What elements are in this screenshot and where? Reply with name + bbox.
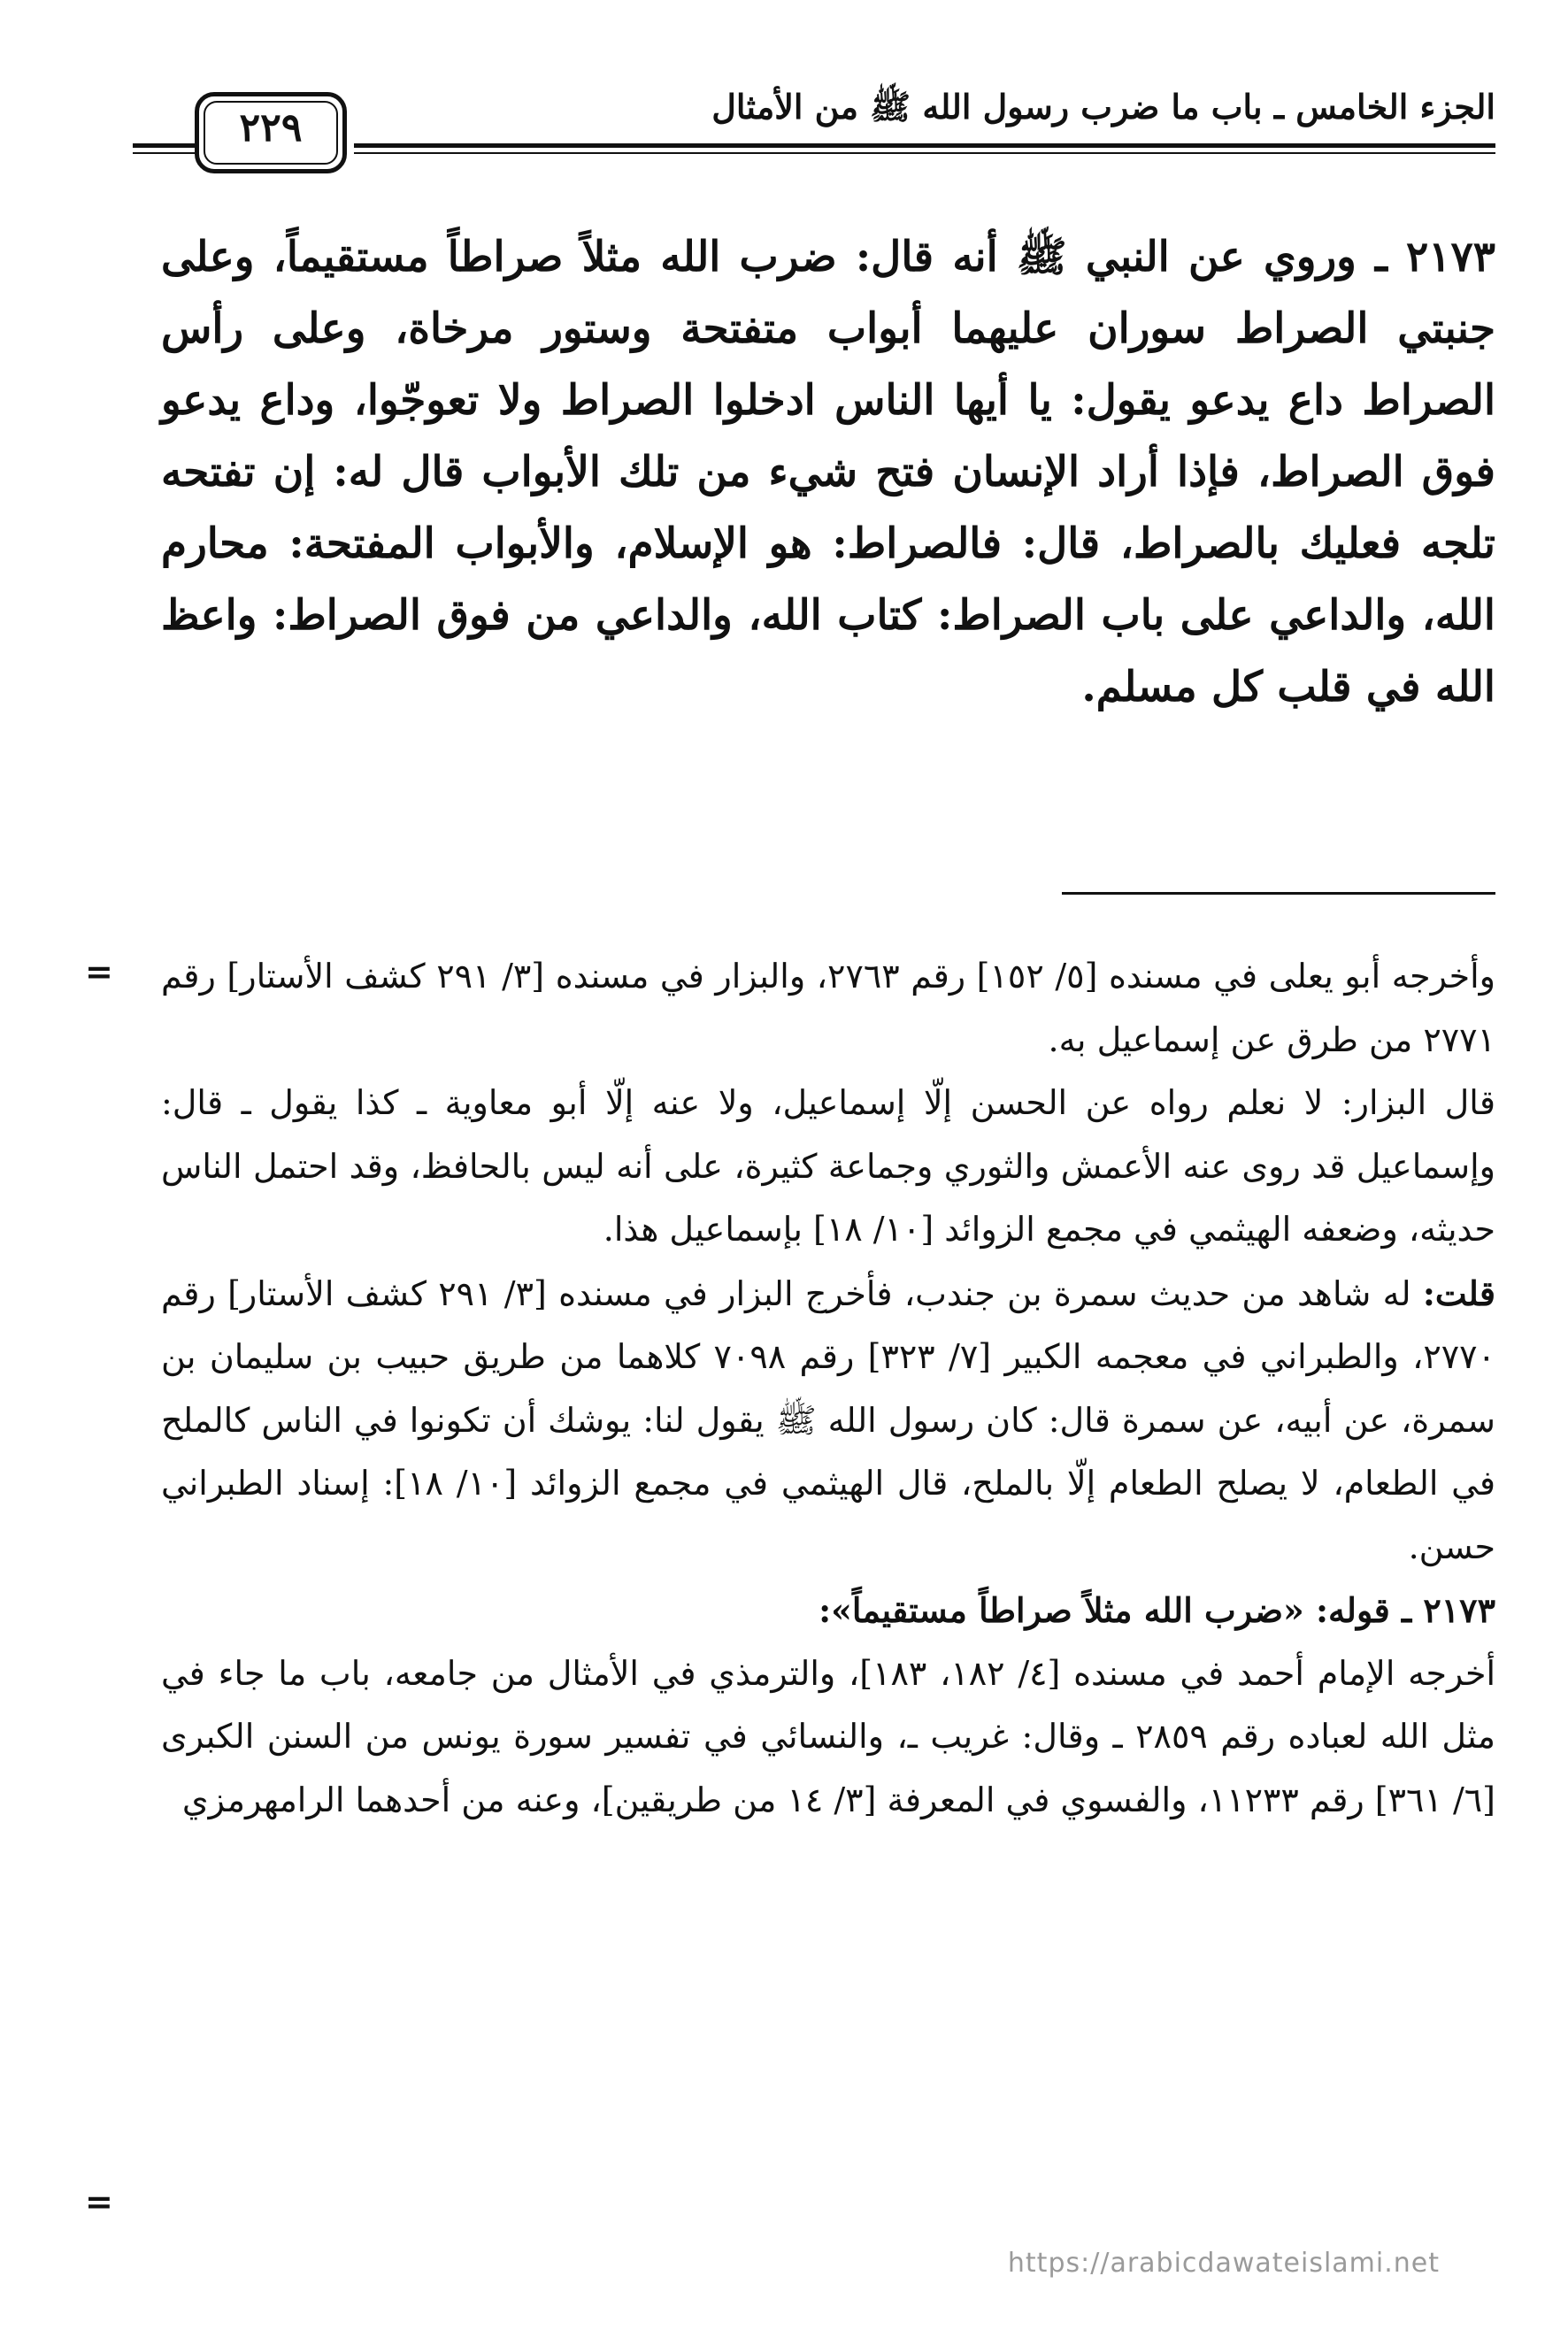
header-rule-left-thick <box>133 143 195 148</box>
page-header <box>133 81 1495 150</box>
continuation-mark-top: = <box>85 951 113 991</box>
header-rule-thick <box>354 143 1495 148</box>
header-rule-left-thin <box>133 152 195 154</box>
page-number-frame <box>195 92 347 173</box>
hadith-number: ٢١٧٣ <box>1406 233 1495 281</box>
footnote-label-qult: قلت: <box>1422 1273 1495 1313</box>
hadith-body: ـ وروي عن النبي ﷺ أنه قال: ضرب الله مثلاً صراطاً مستقيماً، وعلى جنبتي الصراط سوران عليهما أبواب متفتحة وستور مرخاة، وعلى رأس الصراط داع يدعو يقول: يا أيها الناس ادخلوا الصراط ولا تعوجّوا، وداع يدعو فوق الصراط، فإذا أراد الإنسان فتح شيء من تلك الأبواب قال له: إن تفتحه تلجه فعليك بالصراط، قال: فالصراط: هو الإسلام، والأبواب المفتحة: محارم الله، والداعي على باب الصراط: كتاب الله، والداعي من فوق الصراط: واعظ الله في قلب كل مسلم. <box>161 233 1495 711</box>
continuation-mark-bottom: = <box>85 2181 113 2221</box>
page-number: ٢٢٩ <box>239 105 303 150</box>
main-text <box>161 221 1495 723</box>
header-rule-thin <box>354 152 1495 154</box>
footnote-paragraph-4: أخرجه الإمام أحمد في مسنده [٤/ ١٨٢، ١٨٣]، والترمذي في الأمثال من جامعه، باب ما جاء في مثل الله لعباده رقم ٢٨٥٩ ـ وقال: غريب ـ، والنسائي في تفسير سورة يونس من السنن الكبرى [٦/ ٣٦١] رقم ١١٢٣٣، والفسوي في المعرفة [٣/ ١٤ من طريقين]، وعنه من أحدهما الرامهرمزي <box>161 1653 1496 1819</box>
footnote-paragraph-3-text: له شاهد من حديث سمرة بن جندب، فأخرج البزار في مسنده [٣/ ٢٩١ كشف الأستار] رقم ٢٧٧٠، والطبراني في معجمه الكبير [٧/ ٣٢٣] رقم ٧٠٩٨ كلاهما من طريق حبيب بن سليمان بن سمرة، عن أبيه، عن سمرة قال: كان رسول الله ﷺ يقول لنا: يوشك أن تكونوا في الناس كالملح في الطعام، لا يصلح الطعام إلّا بالملح، قال الهيثمي في مجمع الزوائد [١٠/ ١٨]: إسناد الطبراني حسن. <box>161 1273 1496 1566</box>
footnote-paragraph-2: قال البزار: لا نعلم رواه عن الحسن إلّا إسماعيل، ولا عنه إلّا أبو معاوية ـ كذا يقول ـ قال: وإسماعيل قد روى عنه الأعمش والثوري وجماعة كثيرة، على أنه ليس بالحافظ، وقد احتمل الناس حديثه، وضعفه الهيثمي في مجمع الزوائد [١٠/ ١٨] بإسماعيل هذا. <box>161 1083 1495 1249</box>
running-title: الجزء الخامس ـ باب ما ضرب رسول الله ﷺ من الأمثال <box>711 87 1495 127</box>
footnote-paragraph-1: وأخرجه أبو يعلى في مسنده [٥/ ١٥٢] رقم ٢٧٦٣، والبزار في مسنده [٣/ ٢٩١ كشف الأستار] رقم ٢٧٧١ من طرق عن إسماعيل به. <box>161 957 1495 1059</box>
watermark: https://arabicdawateislami.net <box>1007 2248 1440 2279</box>
footnote-separator <box>1062 892 1495 895</box>
footnote-paragraph-3 <box>161 1262 1495 1580</box>
footnote-heading: ٢١٧٣ ـ قوله: «ضرب الله مثلاً صراطاً مستقيماً»: <box>819 1590 1495 1630</box>
footnotes <box>161 945 1495 1832</box>
